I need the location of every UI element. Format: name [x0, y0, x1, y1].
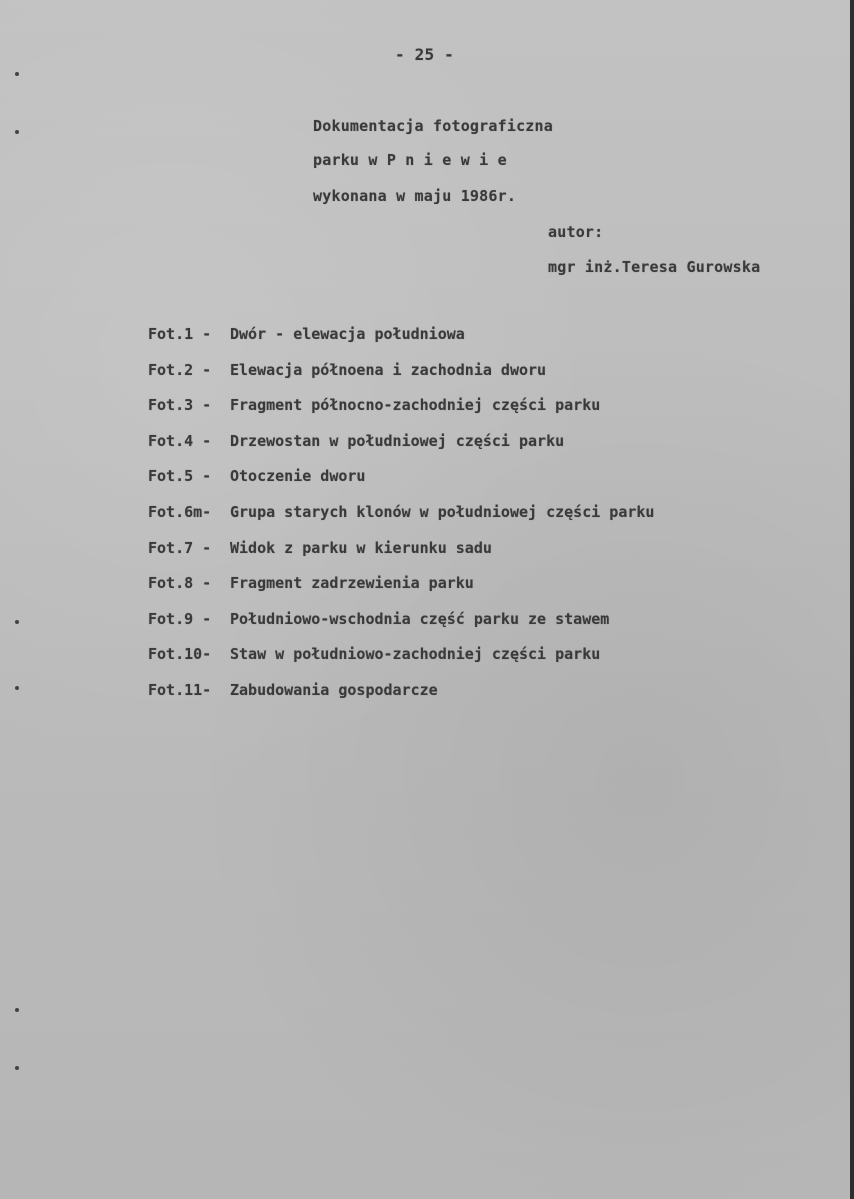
photo-description: Południowo-wschodnia część parku ze stawem	[230, 609, 610, 628]
photo-number: Fot.7 -	[148, 538, 212, 557]
photo-list-item	[148, 324, 654, 360]
photo-list-item	[148, 644, 654, 680]
photo-number: Fot.9 -	[148, 609, 212, 628]
photo-list-item	[148, 466, 654, 502]
photo-number: Fot.5 -	[148, 467, 212, 486]
photo-description: Drzewostan w południowej części parku	[230, 431, 565, 450]
margin-punch-mark	[15, 620, 19, 624]
author-label: autor:	[548, 223, 604, 241]
photo-list-item	[148, 680, 654, 716]
photo-number: Fot.3 -	[148, 396, 212, 415]
photo-description: Otoczenie dworu	[230, 467, 366, 486]
scan-edge	[850, 0, 854, 1199]
photo-list-item	[148, 431, 654, 467]
page-number: - 25 -	[395, 45, 454, 64]
photo-number: Fot.2 -	[148, 360, 212, 379]
photo-list-item	[148, 360, 654, 396]
photo-number: Fot.6m-	[148, 502, 212, 521]
photo-description: Fragment północno-zachodniej części parku	[230, 396, 601, 415]
photo-number: Fot.8 -	[148, 574, 212, 593]
photo-description: Zabudowania gospodarcze	[230, 680, 438, 699]
document-subtitle: parku w P n i e w i e	[313, 151, 507, 169]
photo-number: Fot.10-	[148, 645, 212, 664]
photo-description: Fragment zadrzewienia parku	[230, 574, 474, 593]
photo-list-item	[148, 502, 654, 538]
document-date-line: wykonana w maju 1986r.	[313, 187, 517, 205]
photo-list-item	[148, 609, 654, 645]
margin-punch-mark	[15, 1008, 19, 1012]
photo-list-item	[148, 573, 654, 609]
photo-list	[148, 324, 654, 716]
photo-list-item	[148, 395, 654, 431]
margin-punch-mark	[15, 1066, 19, 1070]
photo-number: Fot.4 -	[148, 431, 212, 450]
photo-number: Fot.1 -	[148, 325, 212, 343]
photo-list-item	[148, 538, 654, 574]
photo-description: Grupa starych klonów w południowej części parku	[230, 502, 655, 521]
margin-punch-mark	[15, 686, 19, 690]
margin-punch-mark	[15, 72, 19, 76]
photo-description: Staw w południowo-zachodniej części parku	[230, 645, 601, 664]
photo-description: Widok z parku w kierunku sadu	[230, 538, 492, 557]
photo-description: Dwór - elewacja południowa	[230, 325, 465, 343]
author-name: mgr inż.Teresa Gurowska	[548, 258, 761, 276]
margin-punch-mark	[15, 130, 19, 134]
photo-number: Fot.11-	[148, 680, 212, 699]
photo-description: Elewacja półnoena i zachodnia dworu	[230, 360, 547, 379]
document-title: Dokumentacja fotograficzna	[313, 117, 553, 135]
